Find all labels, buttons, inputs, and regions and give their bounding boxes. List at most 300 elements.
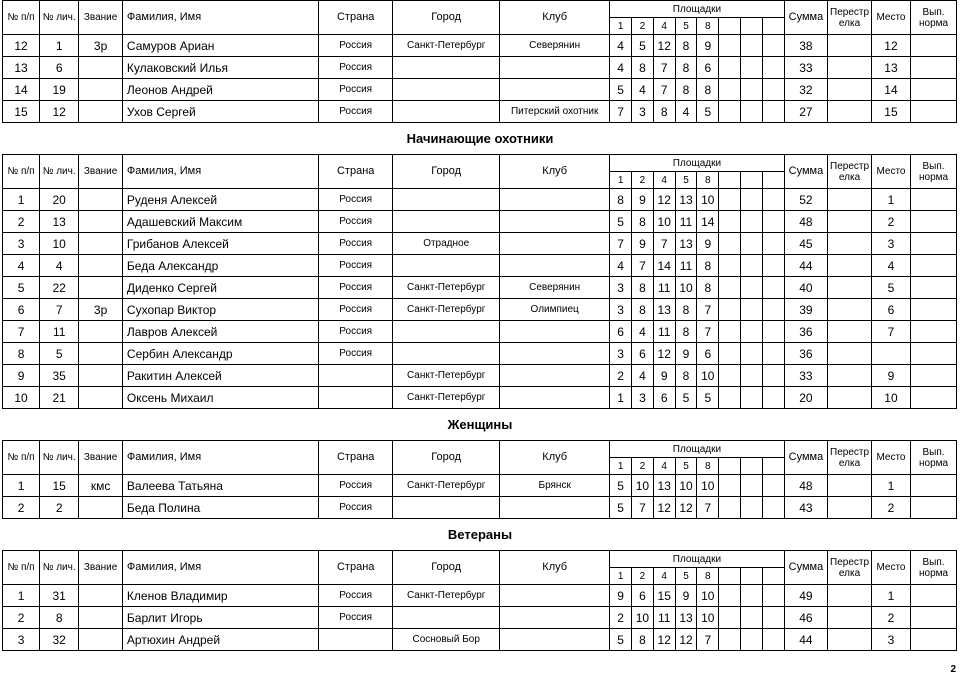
row-num: 2 xyxy=(3,211,40,233)
row-city xyxy=(393,189,500,211)
row-site-score: 7 xyxy=(610,233,632,255)
site-number xyxy=(741,458,763,475)
row-site-score: 10 xyxy=(697,585,719,607)
row-country: Россия xyxy=(319,497,393,519)
row-site-score: 8 xyxy=(675,79,697,101)
header-num: № п/п xyxy=(3,1,40,35)
row-site-score: 1 xyxy=(610,387,632,409)
table-row xyxy=(3,255,957,277)
row-rank xyxy=(79,321,123,343)
row-sum: 48 xyxy=(784,475,828,497)
table-row xyxy=(3,365,957,387)
row-shootoff xyxy=(828,321,872,343)
row-site-score: 10 xyxy=(697,189,719,211)
row-club: Северянин xyxy=(500,277,610,299)
row-norm xyxy=(911,189,957,211)
page-number: 2 xyxy=(950,664,956,675)
row-site-score: 12 xyxy=(653,497,675,519)
row-country: Россия xyxy=(319,189,393,211)
row-norm xyxy=(911,387,957,409)
row-rank xyxy=(79,607,123,629)
row-site-score: 3 xyxy=(610,277,632,299)
row-sum: 39 xyxy=(784,299,828,321)
row-site-score: 5 xyxy=(610,211,632,233)
row-site-score: 7 xyxy=(697,321,719,343)
row-place: 3 xyxy=(871,233,910,255)
row-sum: 36 xyxy=(784,321,828,343)
row-site-score: 6 xyxy=(632,585,654,607)
row-norm xyxy=(911,35,957,57)
row-license: 7 xyxy=(40,299,79,321)
row-site-score xyxy=(762,607,784,629)
row-club xyxy=(500,189,610,211)
row-city: Сосновый Бор xyxy=(393,629,500,651)
row-site-score: 9 xyxy=(675,343,697,365)
row-city xyxy=(393,79,500,101)
row-club xyxy=(500,233,610,255)
row-site-score: 8 xyxy=(675,321,697,343)
site-number xyxy=(719,568,741,585)
row-place: 14 xyxy=(871,79,910,101)
row-country: Россия xyxy=(319,255,393,277)
row-num: 5 xyxy=(3,277,40,299)
row-site-score: 4 xyxy=(675,101,697,123)
row-name: Руденя Алексей xyxy=(122,189,318,211)
row-num: 3 xyxy=(3,233,40,255)
header-license: № лич. xyxy=(40,155,79,189)
row-site-score: 9 xyxy=(675,585,697,607)
row-site-score xyxy=(719,343,741,365)
row-site-score xyxy=(762,585,784,607)
row-country: Россия xyxy=(319,79,393,101)
row-city: Санкт-Петербург xyxy=(393,365,500,387)
header-shootoff: Перестрелка xyxy=(828,551,872,585)
row-place: 1 xyxy=(871,475,910,497)
row-num: 12 xyxy=(3,35,40,57)
row-site-score: 10 xyxy=(632,475,654,497)
row-shootoff xyxy=(828,35,872,57)
row-club xyxy=(500,497,610,519)
site-number: 2 xyxy=(632,458,654,475)
section-title: Начинающие охотники xyxy=(406,131,554,146)
results-table xyxy=(2,440,957,519)
row-shootoff xyxy=(828,299,872,321)
row-sum: 38 xyxy=(784,35,828,57)
row-site-score: 8 xyxy=(697,79,719,101)
row-city xyxy=(393,101,500,123)
site-number xyxy=(762,18,784,35)
row-city xyxy=(393,57,500,79)
row-club: Питерский охотник xyxy=(500,101,610,123)
row-rank xyxy=(79,79,123,101)
row-site-score: 5 xyxy=(610,475,632,497)
table-row xyxy=(3,585,957,607)
row-name: Беда Полина xyxy=(122,497,318,519)
row-num: 3 xyxy=(3,629,40,651)
row-site-score: 3 xyxy=(632,387,654,409)
header-city: Город xyxy=(393,1,500,35)
site-number: 2 xyxy=(632,172,654,189)
row-site-score: 12 xyxy=(653,343,675,365)
row-norm xyxy=(911,277,957,299)
row-country: Россия xyxy=(319,321,393,343)
table-row xyxy=(3,211,957,233)
row-shootoff xyxy=(828,57,872,79)
row-site-score: 7 xyxy=(653,57,675,79)
row-name: Ракитин Алексей xyxy=(122,365,318,387)
row-site-score: 13 xyxy=(653,475,675,497)
row-site-score: 13 xyxy=(653,299,675,321)
row-site-score: 8 xyxy=(653,101,675,123)
header-city: Город xyxy=(393,441,500,475)
row-country: Россия xyxy=(319,233,393,255)
row-license: 20 xyxy=(40,189,79,211)
row-name: Адашевский Максим xyxy=(122,211,318,233)
header-name: Фамилия, Имя xyxy=(122,1,318,35)
row-license: 32 xyxy=(40,629,79,651)
row-country: Россия xyxy=(319,35,393,57)
row-place: 5 xyxy=(871,277,910,299)
site-number xyxy=(719,172,741,189)
site-number xyxy=(719,18,741,35)
row-site-score: 7 xyxy=(697,497,719,519)
row-rank: кмс xyxy=(79,475,123,497)
row-site-score: 15 xyxy=(653,585,675,607)
site-number: 8 xyxy=(697,18,719,35)
row-shootoff xyxy=(828,475,872,497)
row-license: 22 xyxy=(40,277,79,299)
row-site-score xyxy=(719,277,741,299)
row-site-score xyxy=(719,607,741,629)
row-rank xyxy=(79,365,123,387)
row-country: Россия xyxy=(319,607,393,629)
site-number xyxy=(719,458,741,475)
row-city xyxy=(393,343,500,365)
header-shootoff: Перестрелка xyxy=(828,441,872,475)
row-sum: 48 xyxy=(784,211,828,233)
site-number: 4 xyxy=(653,172,675,189)
row-rank xyxy=(79,629,123,651)
row-license: 6 xyxy=(40,57,79,79)
row-club: Олимпиец xyxy=(500,299,610,321)
row-site-score xyxy=(719,57,741,79)
row-license: 11 xyxy=(40,321,79,343)
row-site-score xyxy=(719,35,741,57)
row-city: Санкт-Петербург xyxy=(393,475,500,497)
row-license: 19 xyxy=(40,79,79,101)
row-shootoff xyxy=(828,497,872,519)
row-sum: 27 xyxy=(784,101,828,123)
row-name: Сухопар Виктор xyxy=(122,299,318,321)
row-site-score: 10 xyxy=(653,211,675,233)
row-site-score: 12 xyxy=(653,629,675,651)
row-norm xyxy=(911,585,957,607)
section-title: Женщины xyxy=(447,417,513,432)
row-rank xyxy=(79,255,123,277)
row-norm xyxy=(911,57,957,79)
row-site-score: 6 xyxy=(697,57,719,79)
site-number: 1 xyxy=(610,172,632,189)
row-norm xyxy=(911,211,957,233)
row-license: 12 xyxy=(40,101,79,123)
row-site-score: 13 xyxy=(675,607,697,629)
row-name: Оксень Михаил xyxy=(122,387,318,409)
row-sum: 45 xyxy=(784,233,828,255)
table-row xyxy=(3,497,957,519)
table-row xyxy=(3,387,957,409)
row-club: Брянск xyxy=(500,475,610,497)
row-name: Артюхин Андрей xyxy=(122,629,318,651)
row-country: Россия xyxy=(319,277,393,299)
site-number: 4 xyxy=(653,18,675,35)
row-sum: 46 xyxy=(784,607,828,629)
row-license: 31 xyxy=(40,585,79,607)
row-num: 15 xyxy=(3,101,40,123)
row-city xyxy=(393,255,500,277)
row-license: 1 xyxy=(40,35,79,57)
row-country xyxy=(319,629,393,651)
header-place: Место xyxy=(871,441,910,475)
row-site-score: 5 xyxy=(610,79,632,101)
row-shootoff xyxy=(828,607,872,629)
row-site-score xyxy=(762,629,784,651)
row-rank: 3р xyxy=(79,35,123,57)
row-norm xyxy=(911,299,957,321)
row-site-score xyxy=(762,79,784,101)
row-site-score: 13 xyxy=(675,233,697,255)
row-site-score: 8 xyxy=(675,365,697,387)
header-norm: Вып. норма xyxy=(911,1,957,35)
row-country: Россия xyxy=(319,475,393,497)
row-site-score: 7 xyxy=(653,79,675,101)
row-rank xyxy=(79,233,123,255)
row-site-score xyxy=(762,35,784,57)
row-rank xyxy=(79,387,123,409)
row-club: Северянин xyxy=(500,35,610,57)
table-row xyxy=(3,35,957,57)
row-sum: 33 xyxy=(784,365,828,387)
header-num: № п/п xyxy=(3,155,40,189)
row-sum: 36 xyxy=(784,343,828,365)
row-norm xyxy=(911,475,957,497)
row-license: 10 xyxy=(40,233,79,255)
row-site-score: 14 xyxy=(653,255,675,277)
row-site-score xyxy=(741,629,763,651)
row-norm xyxy=(911,321,957,343)
row-license: 35 xyxy=(40,365,79,387)
site-number: 2 xyxy=(632,568,654,585)
results-table xyxy=(2,154,957,409)
row-site-score xyxy=(719,365,741,387)
row-shootoff xyxy=(828,387,872,409)
header-shootoff: Перестрелка xyxy=(828,1,872,35)
row-site-score xyxy=(762,321,784,343)
row-site-score xyxy=(741,189,763,211)
row-site-score: 12 xyxy=(675,629,697,651)
site-number xyxy=(762,172,784,189)
site-number: 4 xyxy=(653,568,675,585)
row-num: 2 xyxy=(3,497,40,519)
row-site-score: 3 xyxy=(610,343,632,365)
row-city: Отрадное xyxy=(393,233,500,255)
site-number xyxy=(741,568,763,585)
row-club xyxy=(500,57,610,79)
row-shootoff xyxy=(828,189,872,211)
row-sum: 49 xyxy=(784,585,828,607)
header-club: Клуб xyxy=(500,441,610,475)
row-site-score: 12 xyxy=(653,189,675,211)
row-site-score: 6 xyxy=(632,343,654,365)
row-city xyxy=(393,607,500,629)
row-site-score xyxy=(741,321,763,343)
row-norm xyxy=(911,343,957,365)
site-number: 5 xyxy=(675,172,697,189)
row-site-score: 8 xyxy=(675,299,697,321)
header-country: Страна xyxy=(319,1,393,35)
row-norm xyxy=(911,607,957,629)
row-shootoff xyxy=(828,629,872,651)
row-country xyxy=(319,365,393,387)
row-shootoff xyxy=(828,343,872,365)
site-number: 5 xyxy=(675,458,697,475)
row-site-score: 8 xyxy=(632,57,654,79)
row-site-score: 9 xyxy=(653,365,675,387)
row-site-score xyxy=(741,387,763,409)
table-row xyxy=(3,189,957,211)
row-site-score xyxy=(762,211,784,233)
row-name: Беда Александр xyxy=(122,255,318,277)
row-site-score: 9 xyxy=(697,35,719,57)
header-norm: Вып. норма xyxy=(911,441,957,475)
row-shootoff xyxy=(828,585,872,607)
row-site-score xyxy=(741,607,763,629)
table-row xyxy=(3,277,957,299)
row-rank: 3р xyxy=(79,299,123,321)
row-site-score: 12 xyxy=(653,35,675,57)
row-site-score xyxy=(762,57,784,79)
row-site-score: 11 xyxy=(653,607,675,629)
header-club: Клуб xyxy=(500,155,610,189)
row-shootoff xyxy=(828,277,872,299)
table-row xyxy=(3,321,957,343)
row-place xyxy=(871,343,910,365)
results-table xyxy=(2,0,957,123)
row-site-score xyxy=(719,475,741,497)
row-site-score: 5 xyxy=(697,101,719,123)
row-club xyxy=(500,607,610,629)
row-site-score: 4 xyxy=(632,365,654,387)
row-club xyxy=(500,255,610,277)
row-site-score: 4 xyxy=(610,35,632,57)
row-site-score: 13 xyxy=(675,189,697,211)
row-site-score xyxy=(741,35,763,57)
row-site-score: 5 xyxy=(632,35,654,57)
row-site-score: 7 xyxy=(632,497,654,519)
row-site-score xyxy=(719,387,741,409)
row-num: 14 xyxy=(3,79,40,101)
row-site-score xyxy=(741,475,763,497)
header-license: № лич. xyxy=(40,551,79,585)
row-city xyxy=(393,497,500,519)
row-site-score xyxy=(741,57,763,79)
row-site-score: 11 xyxy=(675,211,697,233)
row-site-score xyxy=(741,211,763,233)
row-place: 13 xyxy=(871,57,910,79)
row-site-score xyxy=(762,475,784,497)
row-license: 8 xyxy=(40,607,79,629)
row-place: 7 xyxy=(871,321,910,343)
header-name: Фамилия, Имя xyxy=(122,441,318,475)
row-norm xyxy=(911,365,957,387)
site-number: 8 xyxy=(697,458,719,475)
row-site-score: 10 xyxy=(632,607,654,629)
row-site-score: 11 xyxy=(653,321,675,343)
row-site-score: 8 xyxy=(632,629,654,651)
header-place: Место xyxy=(871,155,910,189)
row-rank xyxy=(79,101,123,123)
row-site-score: 3 xyxy=(610,299,632,321)
row-name: Леонов Андрей xyxy=(122,79,318,101)
row-place: 2 xyxy=(871,607,910,629)
row-num: 9 xyxy=(3,365,40,387)
row-site-score: 14 xyxy=(697,211,719,233)
site-number xyxy=(762,458,784,475)
table-row xyxy=(3,629,957,651)
row-city: Санкт-Петербург xyxy=(393,35,500,57)
row-site-score xyxy=(719,629,741,651)
row-name: Ухов Сергей xyxy=(122,101,318,123)
row-num: 1 xyxy=(3,475,40,497)
row-site-score: 8 xyxy=(697,255,719,277)
row-num: 13 xyxy=(3,57,40,79)
row-site-score xyxy=(719,189,741,211)
site-number xyxy=(741,172,763,189)
row-site-score: 6 xyxy=(653,387,675,409)
header-place: Место xyxy=(871,1,910,35)
site-number: 5 xyxy=(675,568,697,585)
row-sum: 32 xyxy=(784,79,828,101)
row-site-score xyxy=(719,321,741,343)
header-rank: Звание xyxy=(79,155,123,189)
row-site-score: 4 xyxy=(632,321,654,343)
row-site-score xyxy=(741,343,763,365)
table-row xyxy=(3,233,957,255)
row-name: Лавров Алексей xyxy=(122,321,318,343)
header-num: № п/п xyxy=(3,441,40,475)
row-name: Диденко Сергей xyxy=(122,277,318,299)
row-norm xyxy=(911,255,957,277)
row-name: Валеева Татьяна xyxy=(122,475,318,497)
row-name: Сербин Александр xyxy=(122,343,318,365)
row-site-score: 4 xyxy=(610,57,632,79)
row-site-score: 10 xyxy=(697,607,719,629)
row-site-score xyxy=(762,365,784,387)
row-site-score: 8 xyxy=(632,277,654,299)
row-num: 10 xyxy=(3,387,40,409)
row-rank xyxy=(79,211,123,233)
header-city: Город xyxy=(393,551,500,585)
row-site-score xyxy=(762,233,784,255)
row-country: Россия xyxy=(319,101,393,123)
row-site-score xyxy=(719,211,741,233)
header-name: Фамилия, Имя xyxy=(122,551,318,585)
row-shootoff xyxy=(828,211,872,233)
site-number: 8 xyxy=(697,568,719,585)
row-site-score: 5 xyxy=(610,497,632,519)
header-sites: Площадки xyxy=(610,1,784,18)
row-site-score xyxy=(741,101,763,123)
results-table xyxy=(2,550,957,651)
